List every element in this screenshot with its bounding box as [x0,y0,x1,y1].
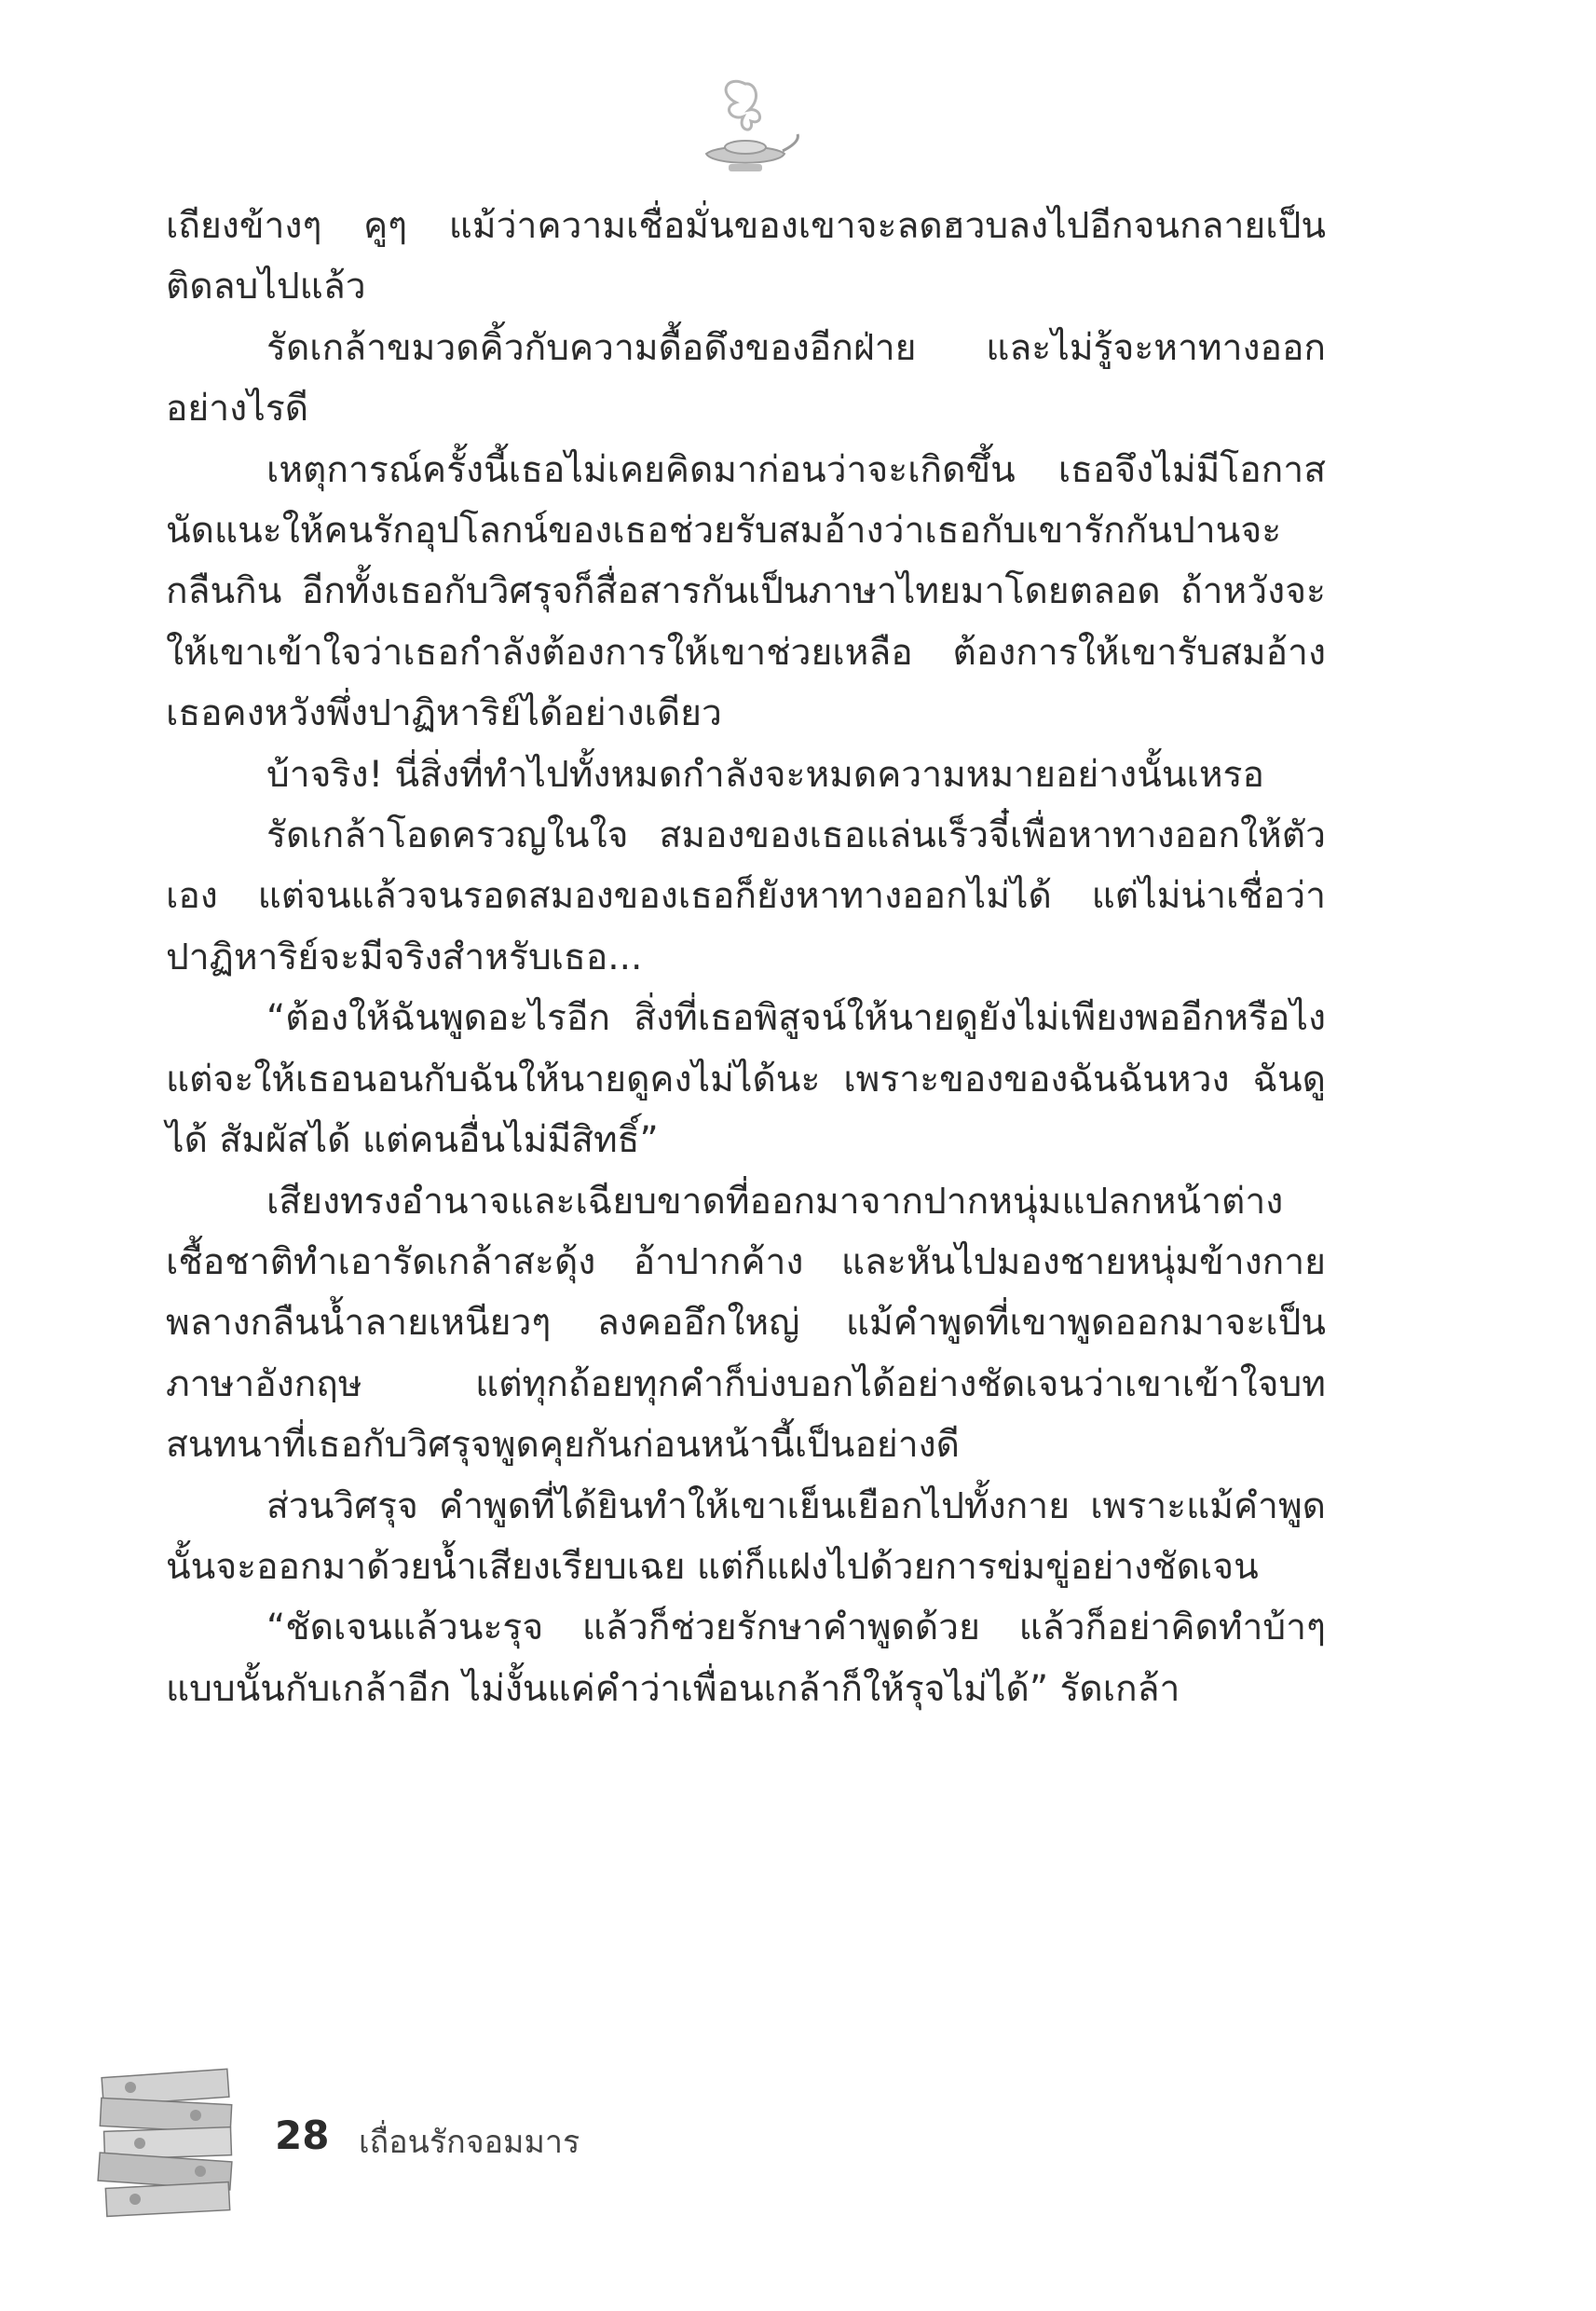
genie-lamp-icon [689,65,801,196]
money-stack-icon [93,2055,242,2222]
paragraph: ส่วนวิศรุจ คำพูดที่ได้ยินทำให้เขาเย็นเยือกไปทั้งกาย เพราะแม้คำพูดนั้นจะออกมาด้วยน้ำเสียงเรียบเฉย แต่ก็แฝงไปด้วยการข่มขู่อย่างชัดเจน [166,1484,1326,1588]
paragraph: เหตุการณ์ครั้งนี้เธอไม่เคยคิดมาก่อนว่าจะเกิดขึ้น เธอจึงไม่มีโอกาสนัดแนะให้คนรักอุปโลกน์ของเธอช่วยรับสมอ้างว่าเธอกับเขารักกันปานจะกลืนกิน อีกทั้งเธอกับวิศรุจก็สื่อสารกันเป็นภาษาไทยมาโดยตลอด ถ้าหวังจะให้เขาเข้าใจว่าเธอกำลังต้องการให้เขาช่วยเหลือ ต้องการให้เขารับสมอ้างเธอคงหวังพึ่งปาฏิหาริย์ได้อย่างเดียว [166,448,1326,735]
paragraph: รัดเกล้าขมวดคิ้วกับความดื้อดึงของอีกฝ่าย และไม่รู้จะหาทางออกอย่างไรดี [166,326,1326,431]
paragraph: เสียงทรงอำนาจและเฉียบขาดที่ออกมาจากปากหนุ่มแปลกหน้าต่างเชื้อชาติทำเอารัดเกล้าสะดุ้ง อ้าปากค้าง และหันไปมองชายหนุ่มข้างกาย พลางกลืนน้ำลายเหนียวๆ ลงคออึกใหญ่ แม้คำพูดที่เขาพูดออกมาจะเป็นภาษาอังกฤษ แต่ทุกถ้อยทุกคำก็บ่งบอกได้อย่างชัดเจนว่าเขาเข้าใจบทสนทนาที่เธอกับวิศรุจพูดคุยกันก่อนหน้านี้เป็นอย่างดี [166,1180,1326,1467]
page-footer [93,2055,745,2232]
book-title: เถื่อนรักจอมมาร [359,2124,580,2161]
paragraph: “ชัดเจนแล้วนะรุจ แล้วก็ช่วยรักษาคำพูดด้วย แล้วก็อย่าคิดทำบ้าๆ แบบนั้นกับเกล้าอีก ไม่งั้นแค่คำว่าเพื่อนเกล้าก็ให้รุจไม่ได้” รัดเกล้า [166,1607,1326,1710]
paragraph: รัดเกล้าโอดครวญในใจ สมองของเธอแล่นเร็วจี๋เพื่อหาทางออกให้ตัวเอง แต่จนแล้วจนรอดสมองของเธอก็ยังหาทางออกไม่ได้ แต่ไม่น่าเชื่อว่าปาฏิหาริย์จะมีจริงสำหรับเธอ... [166,814,1326,978]
paragraph: บ้าจริง! นี่สิ่งที่ทำไปทั้งหมดกำลังจะหมดความหมายอย่างนั้นเหรอ [266,753,1264,796]
paragraph: เถียงข้างๆ คูๆ แม้ว่าความเชื่อมั่นของเขาจะลดฮวบลงไปอีกจนกลายเป็นติดลบไปแล้ว [166,205,1326,308]
page-number: 28 [275,2113,330,2158]
body-text [166,196,1326,1719]
paragraph: “ต้องให้ฉันพูดอะไรอีก สิ่งที่เธอพิสูจน์ให้นายดูยังไม่เพียงพออีกหรือไง แต่จะให้เธอนอนกับฉันให้นายดูคงไม่ได้นะ เพราะของของฉันฉันหวง ฉันดูได้ สัมผัสได้ แต่คนอื่นไม่มีสิทธิ์” [166,997,1326,1162]
